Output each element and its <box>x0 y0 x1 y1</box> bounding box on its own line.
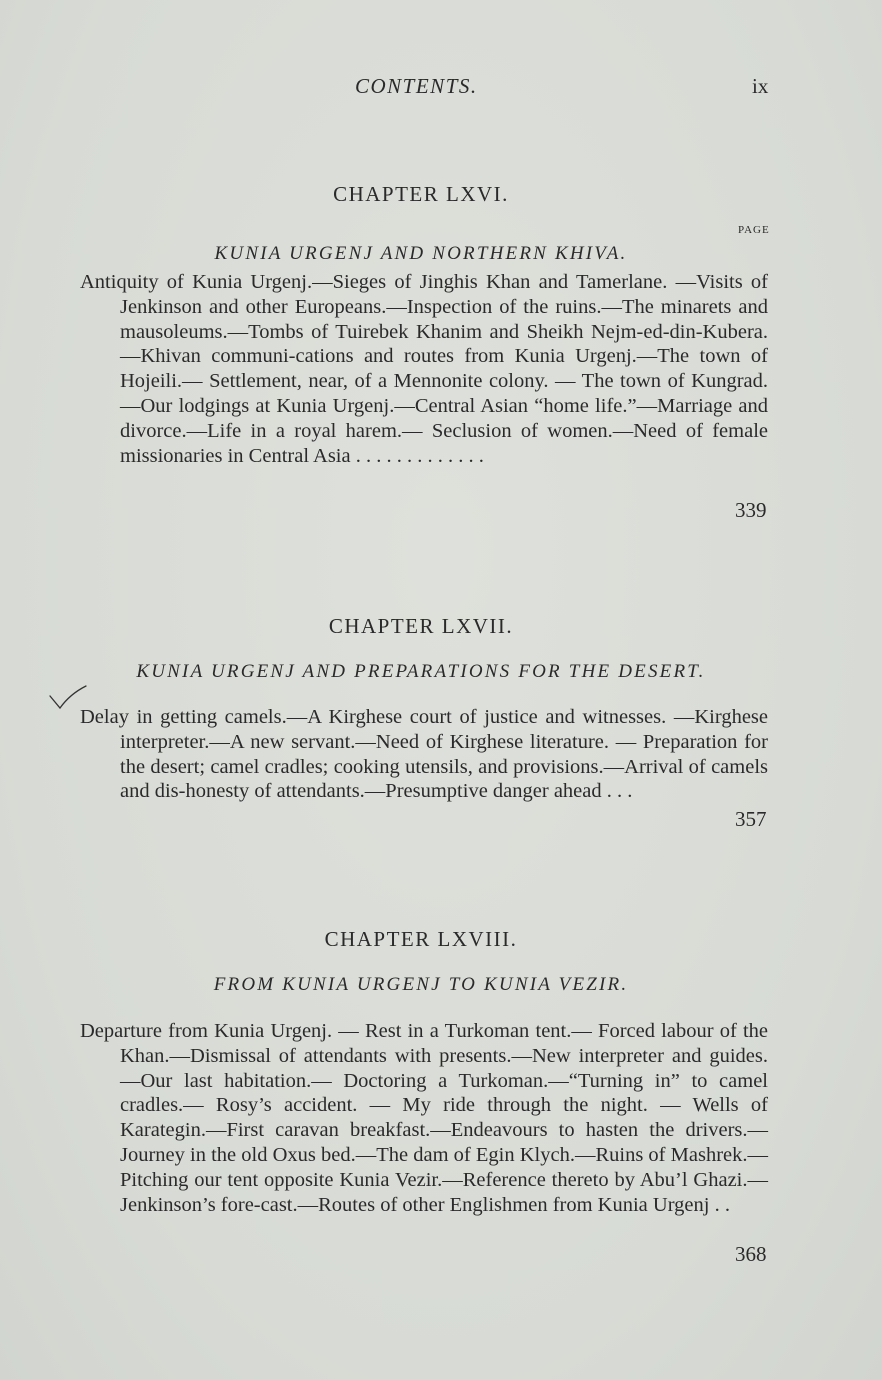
dot-leaders: . . . <box>601 780 633 803</box>
chapter-title-lxvii: CHAPTER LXVII. <box>328 614 514 638</box>
chapter-subtitle-lxviii: FROM KUNIA URGENJ TO KUNIA VEZIR. <box>213 974 629 995</box>
page-number-folio: ix <box>752 74 769 98</box>
chapter-title-lxviii: CHAPTER LXVIII. <box>324 927 518 951</box>
dot-leaders: . . <box>709 1193 730 1216</box>
chapter-subtitle-lxvi: KUNIA URGENJ AND NORTHERN KHIVA. <box>214 243 628 264</box>
page-column-label: PAGE <box>738 224 770 236</box>
chapter-title-lxvi: CHAPTER LXVI. <box>333 182 509 206</box>
summary-text: Departure from Kunia Urgenj. — Rest in a Turkoman tent.— Forced labour of the Khan.—Dismissal of attendants with presents.—New interpreter and guides.—Our last habitation.— Doctoring a Turkoman.—“Turning in” to camel cradles.— Rosy’s accident. — My ride through the night. — Wells of Karategin.—First caravan breakfast.—Endeavours to hasten the drivers.—Journey in the old Oxus bed.—The dam of Egin Klych.—Ruins of Mashrek.—Pitching our tent opposite Kunia Vezir.—Reference thereto by Abu’l Ghazi.—Jenkinson’s fore-cast.—Routes of other Englishmen from Kunia Urgenj <box>80 1020 768 1216</box>
dot-leaders: . . . . . . . . . . . . . <box>350 444 484 467</box>
chapter-summary-lxvi <box>80 270 768 468</box>
chapter-subtitle-lxvii: KUNIA URGENJ AND PREPARATIONS FOR THE DESERT. <box>136 661 706 682</box>
chapter-page-lxvii: 357 <box>735 807 767 831</box>
chapter-page-lxvi: 339 <box>735 498 767 522</box>
chapter-page-lxviii: 368 <box>735 1242 767 1266</box>
chapter-summary-lxvii <box>80 705 768 804</box>
summary-text: Antiquity of Kunia Urgenj.—Sieges of Jinghis Khan and Tamerlane. —Visits of Jenkinson and other Europeans.—Inspection of the ruins.—The minarets and mausoleums.—Tombs of Tuirebek Khanim and Sheikh Nejm-ed-din-Kubera.—Khivan communi-cations and routes from Kunia Urgenj.—The town of Hojeili.— Settlement, near, of a Mennonite colony. — The town of Kungrad.—Our lodgings at Kunia Urgenj.—Central Asian “home life.”—Marriage and divorce.—Life in a royal harem.— Seclusion of women.—Need of female missionaries in Central Asia <box>80 271 768 467</box>
summary-text: Delay in getting camels.—A Kirghese court of justice and witnesses. —Kirghese interpreter.—A new servant.—Need of Kirghese literature. — Preparation for the desert; camel cradles; cooking utensils, and provisions.—Arrival of camels and dis-honesty of attendants.—Presumptive danger ahead <box>80 706 768 803</box>
running-head: CONTENTS. <box>355 74 478 98</box>
chapter-summary-lxviii <box>80 1019 768 1217</box>
